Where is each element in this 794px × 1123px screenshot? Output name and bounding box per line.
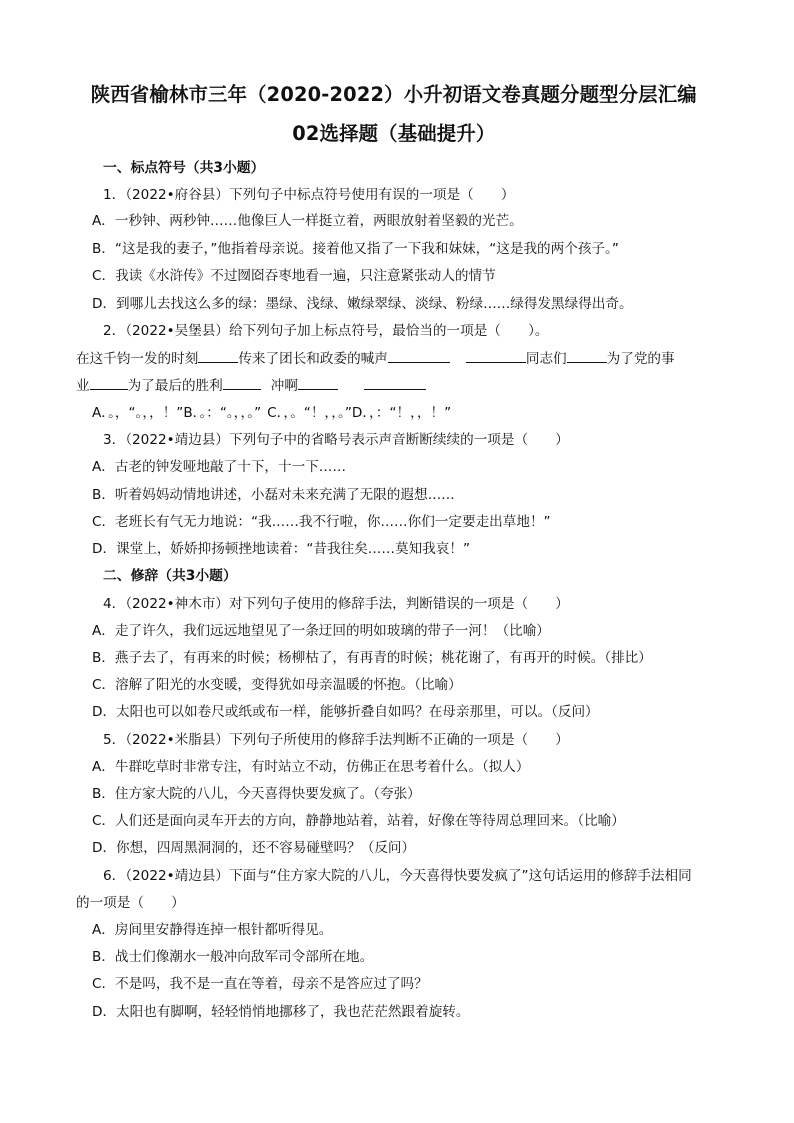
question-3-option-d: D．课堂上，娇娇抑扬顿挫地读着：“昔我往矣……莫知我哀！” (92, 541, 470, 557)
question-4-option-b: B．燕子去了，有再来的时候；杨柳枯了，有再青的时候；桃花谢了，有再开的时候。（排比） (92, 650, 652, 666)
question-2-option-c: C．，。“！，，。” (267, 405, 352, 421)
question-2-option-b: B．。：“。，，。” (183, 405, 262, 421)
question-5-option-b: B．住方家大院的八儿，今天喜得快要发疯了。（夸张） (92, 786, 421, 802)
question-1-option-d: D．到哪儿去找这么多的绿：墨绿、浅绿、嫩绿翠绿、淡绿、粉绿……绿得发黑绿得出奇。 (92, 296, 633, 312)
fill-text: 同志们 (525, 351, 567, 367)
question-6-option-b: B．战士们像潮水一般冲向敌军司令部所在地。 (92, 949, 374, 965)
question-5-stem: 5．（2022•米脂县）下列句子所使用的修辞手法判断不正确的一项是（ ） (103, 732, 569, 748)
question-1-option-b: B．“这是我的妻子，”他指着母亲说。接着他又指了一下我和妹妹，“这是我的两个孩子。” (92, 241, 619, 257)
question-3-stem: 3．（2022•靖边县）下列句子中的省略号表示声音断断续续的一项是（ ） (103, 432, 569, 448)
question-4-stem: 4．（2022•神木市）对下列句子使用的修辞手法，判断错误的一项是（ ） (103, 596, 569, 612)
section-heading-punctuation: 一、标点符号（共3小题） (103, 160, 265, 176)
question-4-option-a: A．走了许久，我们远远地望见了一条迂回的明如玻璃的带子一河！（比喻） (92, 623, 550, 639)
question-2-options (92, 403, 451, 423)
fill-blank (298, 375, 338, 390)
fill-text: 业 (76, 378, 90, 394)
fill-text: 在这千钧一发的时刻 (76, 351, 199, 367)
question-6-option-a: A．房间里安静得连掉一根针都听得见。 (92, 922, 333, 938)
question-2-fill-line-1 (76, 348, 675, 369)
question-6-stem: 6．（2022•靖边县）下面与“住方家大院的八儿，今天喜得快要发疯了”这句话运用的修辞手法相同 (103, 868, 692, 884)
question-2-option-d: D．，：“！，，！” (351, 405, 452, 421)
fill-text: 为了党的事 (606, 351, 675, 367)
question-1-option-a: A．一秒钟、两秒钟……他像巨人一样挺立着，两眼放射着坚毅的光芒。 (92, 213, 523, 229)
question-3-option-a: A．古老的钟发哑地敲了十下，十一下…… (92, 459, 346, 475)
question-6-option-c: C．不是吗，我不是一直在等着，母亲不是答应过了吗？ (92, 976, 428, 992)
question-2-option-a: A．。，“。，，！” (92, 405, 184, 421)
fill-blank (223, 375, 261, 390)
question-3-option-b: B．听着妈妈动情地讲述，小磊对未来充满了无限的遐想…… (92, 487, 455, 503)
question-5-option-c: C．人们还是面向灵车开去的方向，静静地站着，站着，好像在等待周总理回来。（比喻） (92, 813, 625, 829)
question-5-option-a: A．牛群吃草时非常专注，有时站立不动，仿佛正在思考着什么。（拟人） (92, 759, 530, 775)
question-5-option-d: D．你想，四周黑洞洞的，还不容易碰壁吗？（反问） (92, 840, 416, 856)
question-1-option-c: C．我读《水浒传》不过囫囵吞枣地看一遍，只注意紧张动人的情节 (92, 268, 496, 284)
question-2-stem: 2．（2022•吴堡县）给下列句子加上标点符号，最恰当的一项是（ ）。 (103, 323, 549, 339)
fill-blank (198, 348, 238, 363)
fill-blank (90, 375, 128, 390)
question-4-option-d: D．太阳也可以如卷尺或纸或布一样，能够折叠自如吗？在母亲那里，可以。（反问） (92, 704, 599, 720)
fill-blank (567, 348, 607, 363)
fill-blank (388, 348, 450, 363)
fill-blank (364, 375, 426, 390)
question-6-option-d: D．太阳也有脚啊，轻轻悄悄地挪移了，我也茫茫然跟着旋转。 (92, 1004, 470, 1020)
document-title: 陕西省榆林市三年（2020-2022）小升初语文卷真题分题型分层汇编 (90, 83, 697, 106)
fill-text: 为了最后的胜利 (127, 378, 223, 394)
fill-text: 冲啊 (270, 378, 298, 394)
question-3-option-c: C．老班长有气无力地说：“我……我不行啦，你……你们一定要走出草地！” (92, 514, 551, 530)
question-6-stem-continued: 的一项是（ ） (76, 895, 185, 911)
question-1-stem: 1．（2022•府谷县）下列句子中标点符号使用有误的一项是（ ） (103, 187, 515, 203)
fill-text: 传来了团长和政委的喊声 (238, 351, 388, 367)
document-subtitle: 02选择题（基础提升） (292, 122, 496, 145)
question-2-fill-line-2 (76, 375, 426, 396)
section-heading-rhetoric: 二、修辞（共3小题） (103, 568, 237, 584)
fill-blank (466, 348, 526, 363)
question-4-option-c: C．溶解了阳光的水变暖，变得犹如母亲温暖的怀抱。（比喻） (92, 677, 462, 693)
